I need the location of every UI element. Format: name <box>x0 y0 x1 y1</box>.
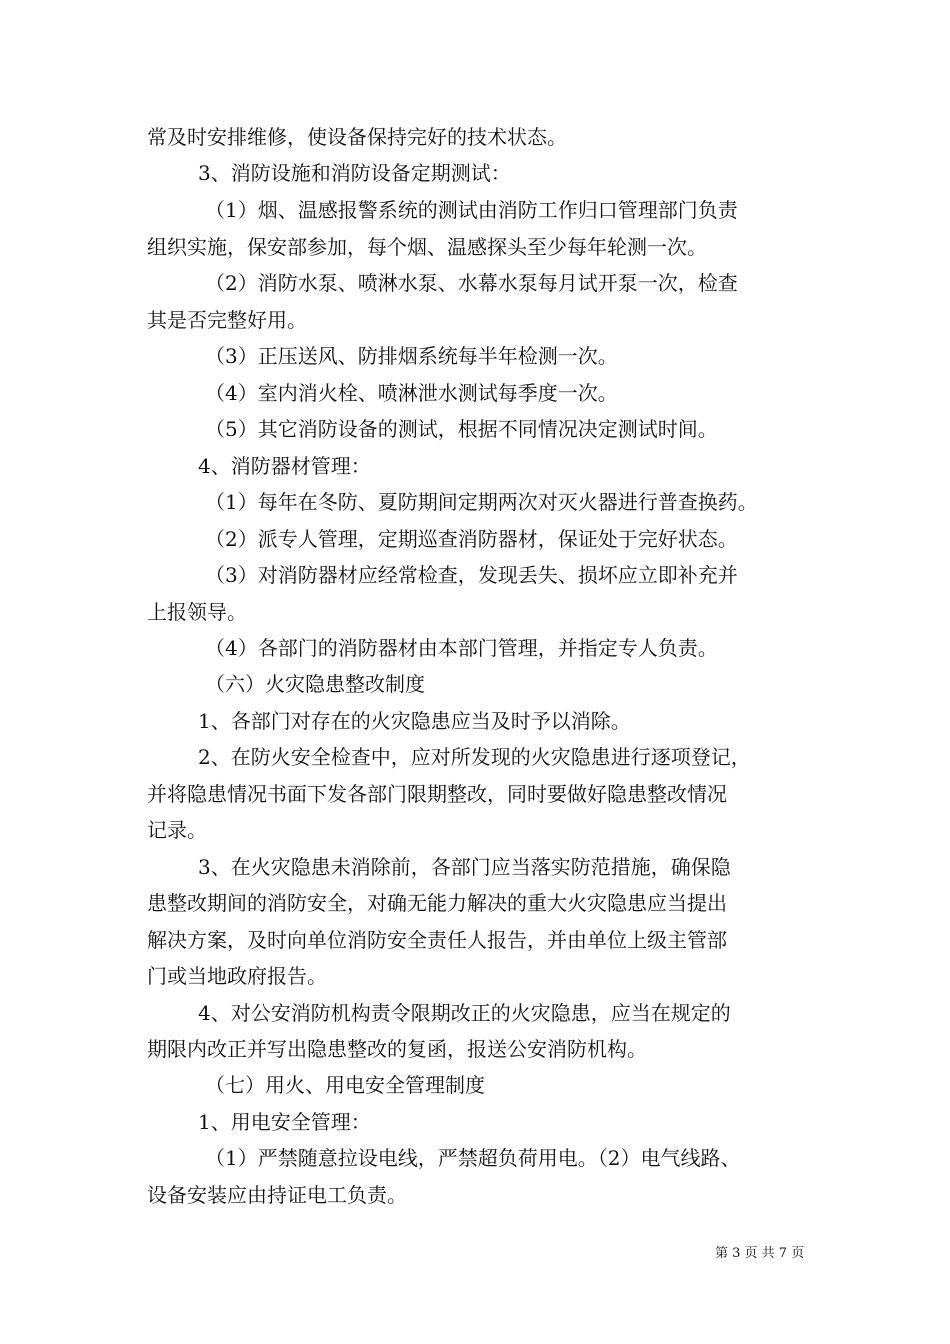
text-line: 组织实施，保安部参加，每个烟、温感探头至少每年轮测一次。 <box>147 235 707 259</box>
text-line: （4）各部门的消防器材由本部门管理，并指定专人负责。 <box>205 636 718 660</box>
text-line: （3）正压送风、防排烟系统每半年检测一次。 <box>205 344 618 368</box>
text-line: 门或当地政府报告。 <box>147 964 327 988</box>
text-line: （1）严禁随意拉设电线，严禁超负荷用电。（2）电气线路、 <box>205 1146 741 1170</box>
text-line: 患整改期间的消防安全，对确无能力解决的重大火灾隐患应当提出 <box>147 891 727 915</box>
text-line: 4、消防器材管理： <box>198 454 371 478</box>
text-line: （4）室内消火栓、喷淋泄水测试每季度一次。 <box>205 381 618 405</box>
section-heading: （七）用火、用电安全管理制度 <box>205 1073 485 1097</box>
text-line: （1）每年在冬防、夏防期间定期两次对灭火器进行普查换药。 <box>205 490 758 514</box>
text-line: 并将隐患情况书面下发各部门限期整改，同时要做好隐患整改情况 <box>147 782 727 806</box>
text-line: 其是否完整好用。 <box>147 308 307 332</box>
text-line: 解决方案，及时向单位消防安全责任人报告，并由单位上级主管部 <box>147 928 727 952</box>
text-line: 设备安装应由持证电工负责。 <box>147 1183 407 1207</box>
text-line: 上报领导。 <box>147 600 247 624</box>
text-line: （3）对消防器材应经常检查，发现丢失、损坏应立即补充并 <box>205 563 738 587</box>
text-line: 1、用电安全管理： <box>198 1110 371 1134</box>
section-heading: （六）火灾隐患整改制度 <box>205 672 425 696</box>
text-line: 期限内改正并写出隐患整改的复函，报送公安消防机构。 <box>147 1037 647 1061</box>
text-line: 4、对公安消防机构责令限期改正的火灾隐患，应当在规定的 <box>198 1001 731 1025</box>
text-line: 记录。 <box>147 818 207 842</box>
text-line: （5）其它消防设备的测试，根据不同情况决定测试时间。 <box>205 417 718 441</box>
text-line: （2）派专人管理，定期巡查消防器材，保证处于完好状态。 <box>205 527 738 551</box>
text-line: 1、各部门对存在的火灾隐患应当及时予以消除。 <box>198 709 631 733</box>
page-number: 第 3 页 共 7 页 <box>715 1246 805 1261</box>
text-line: （2）消防水泵、喷淋水泵、水幕水泵每月试开泵一次，检查 <box>205 271 738 295</box>
text-line: （1）烟、温感报警系统的测试由消防工作归口管理部门负责 <box>205 198 738 222</box>
text-line: 3、在火灾隐患未消除前，各部门应当落实防范措施，确保隐 <box>198 855 731 879</box>
text-line: 2、在防火安全检查中，应对所发现的火灾隐患进行逐项登记， <box>198 745 751 769</box>
text-line: 常及时安排维修，使设备保持完好的技术状态。 <box>147 125 567 149</box>
text-line: 3、消防设施和消防设备定期测试： <box>198 161 511 185</box>
